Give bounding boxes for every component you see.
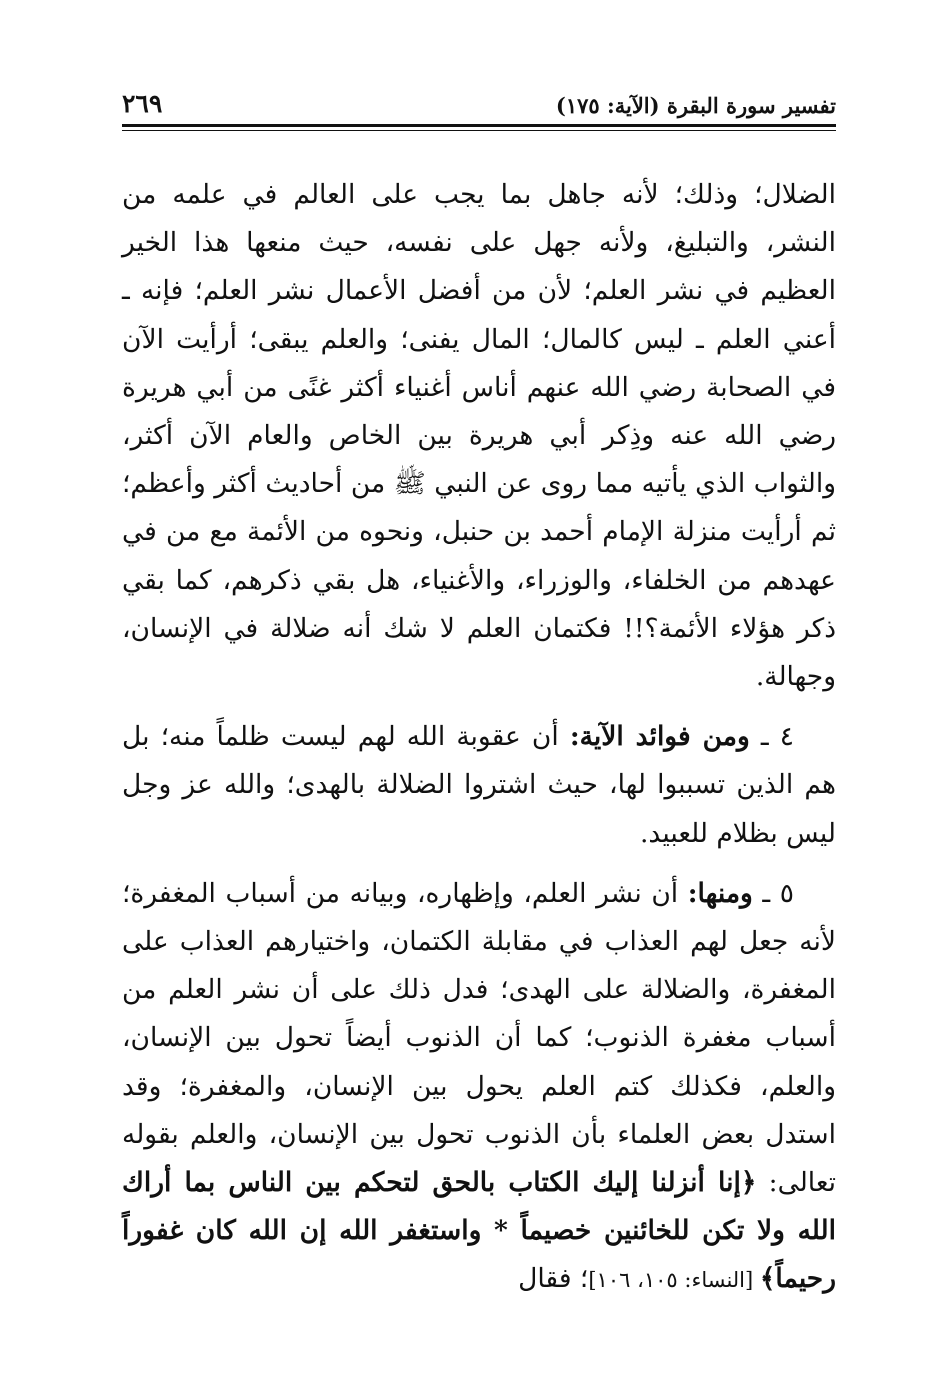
paragraph-2-text: أن عقوبة الله لهم ليست ظلماً منه؛ بل هم الذين تسببوا لها، حيث اشتروا الضلالة بالهدى؛ والله عز وجل ليس بظلام للعبيد. — [122, 721, 836, 849]
paragraph-3-number: ٥ ـ — [752, 877, 794, 909]
page-body — [122, 171, 836, 1305]
paragraph-2-number: ٤ ـ — [749, 721, 794, 753]
quran-verse: ﴿إنا أنزلنا إليك الكتاب بالحق لتحكم بين الناس بما أراك الله ولا تكن للخائنين خصيماً * واستغفر الله إن الله كان غفوراً رحيماً﴾ — [122, 1167, 836, 1295]
paragraph-3-lead: ومنها: — [687, 877, 753, 909]
book-page — [122, 88, 836, 1305]
header-rule-thin — [122, 130, 836, 131]
paragraph-3 — [122, 870, 836, 1305]
page-header — [122, 88, 836, 118]
paragraph-2-lead: ومن فوائد الآية: — [569, 721, 750, 753]
page-number: ٢٦٩ — [122, 89, 163, 118]
paragraph-3-text: أن نشر العلم، وإظهاره، وبيانه من أسباب المغفرة؛ لأنه جعل لهم العذاب في مقابلة الكتمان، واختيارهم العذاب على المغفرة، والضلالة على الهدى؛ فدل ذلك على أن نشر العلم من أسباب مغفرة الذنوب؛ كما أن الذنوب أيضاً تحول بين الإنسان، والعلم، فكذلك كتم العلم يحول بين الإنسان، والمغفرة؛ وقد استدل بعض العلماء بأن الذنوب تحول بين الإنسان، والعلم بقوله تعالى: — [122, 877, 837, 1199]
running-title: تفسير سورة البقرة (الآية: ١٧٥) — [555, 93, 836, 118]
paragraph-2 — [122, 713, 836, 858]
paragraph-1: الضلال؛ وذلك؛ لأنه جاهل بما يجب على العالم في علمه من النشر، والتبليغ، ولأنه جهل على نفسه، حيث منعها هذا الخير العظيم في نشر العلم؛ لأن من أفضل الأعمال نشر العلم؛ فإنه ـ أعني العلم ـ ليس كالمال؛ المال يفنى؛ والعلم يبقى؛ أرأيت الآن في الصحابة رضي الله عنهم أناس أغنياء أكثر غنًى من أبي هريرة رضي الله عنه وذِكر أبي هريرة بين الخاص والعام الآن أكثر، والثواب الذي يأتيه مما روى عن النبي ﷺ من أحاديث أكثر وأعظم؛ ثم أرأيت منزلة الإمام أحمد بن حنبل، ونحوه من الأئمة مع من في عهدهم من الخلفاء، والوزراء، والأغنياء، هل بقي ذكرهم، كما بقي ذكر هؤلاء الأئمة؟!! فكتمان العلم لا شك أنه ضلالة في الإنسان، وجهالة. — [122, 179, 836, 693]
paragraph-3-tail: ؛ فقال — [518, 1263, 589, 1295]
verse-reference: [النساء: ١٠٥، ١٠٦] — [588, 1268, 760, 1293]
header-rule-thick — [122, 124, 836, 127]
